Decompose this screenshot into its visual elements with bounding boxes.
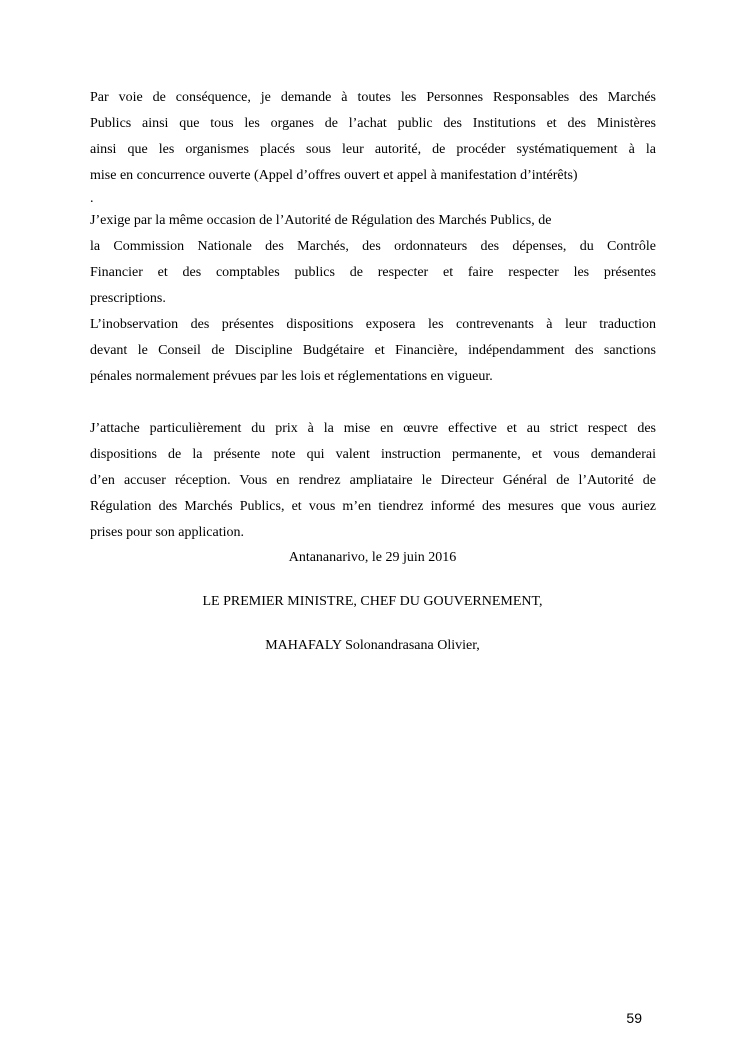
paragraph-2-line-2: la Commission Nationale des Marchés, des ordonnateurs des dépenses, du Contrôle xyxy=(90,239,656,254)
paragraph-1-line-5: . xyxy=(90,191,94,206)
signatory-title: LE PREMIER MINISTRE, CHEF DU GOUVERNEMENT, xyxy=(202,594,543,609)
paragraph-3-line-1: L’inobservation des présentes dispositions exposera les contrevenants à leur traduction xyxy=(90,317,656,332)
paragraph-4-line-3: d’en accuser réception. Vous en rendrez ampliataire le Directeur Général de l’Autorité de xyxy=(90,473,656,488)
paragraph-3-line-2: devant le Conseil de Discipline Budgétaire et Financière, indépendamment des sanctions xyxy=(90,343,656,358)
paragraph-3-line-3: pénales normalement prévues par les lois et réglementations en vigueur. xyxy=(90,369,493,384)
paragraph-1-line-1: Par voie de conséquence, je demande à toutes les Personnes Responsables des Marchés xyxy=(90,90,656,105)
place-date: Antananarivo, le 29 juin 2016 xyxy=(288,550,457,565)
paragraph-4-line-2: dispositions de la présente note qui valent instruction permanente, et vous demanderai xyxy=(90,447,656,462)
page-number: 59 xyxy=(626,1010,642,1026)
paragraph-2-line-4: prescriptions. xyxy=(90,291,166,306)
paragraph-4-line-4: Régulation des Marchés Publics, et vous m’en tiendrez informé des mesures que vous auriez xyxy=(90,499,656,514)
paragraph-1-line-4: mise en concurrence ouverte (Appel d’offres ouvert et appel à manifestation d’intérêts) xyxy=(90,168,578,183)
paragraph-4-line-5: prises pour son application. xyxy=(90,525,244,540)
paragraph-2-line-3: Financier et des comptables publics de respecter et faire respecter les présentes xyxy=(90,265,656,280)
signatory-name: MAHAFALY Solonandrasana Olivier, xyxy=(265,638,480,653)
paragraph-4-line-1: J’attache particulièrement du prix à la mise en œuvre effective et au strict respect des xyxy=(90,421,656,436)
paragraph-2-line-1: J’exige par la même occasion de l’Autorité de Régulation des Marchés Publics, de xyxy=(90,213,552,228)
paragraph-1-line-3: ainsi que les organismes placés sous leur autorité, de procéder systématiquement à la xyxy=(90,142,656,157)
paragraph-1-line-2: Publics ainsi que tous les organes de l’achat public des Institutions et des Ministères xyxy=(90,116,656,131)
